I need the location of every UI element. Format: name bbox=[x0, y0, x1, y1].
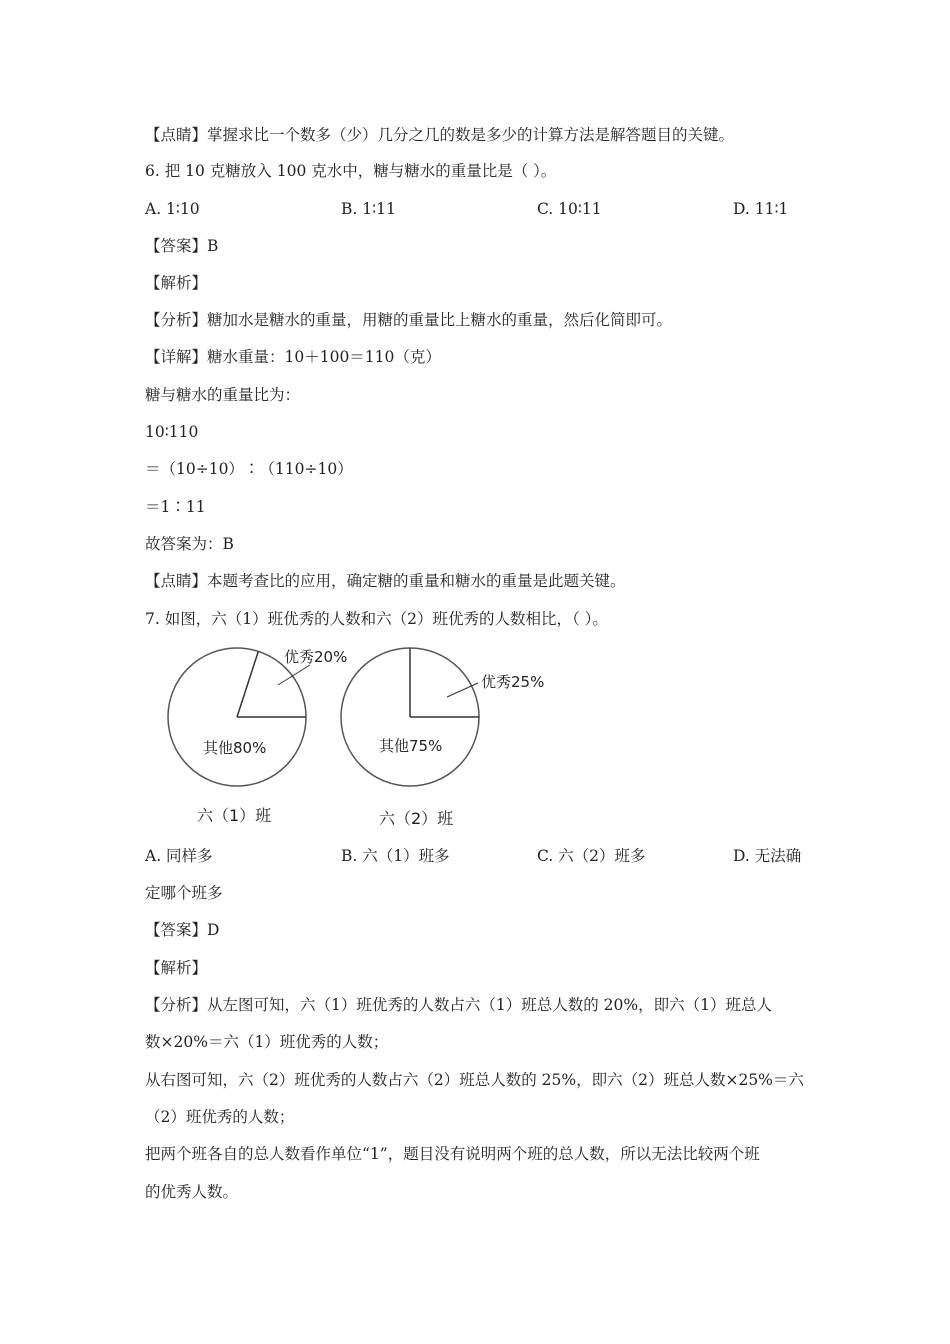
question-6-options bbox=[145, 198, 810, 220]
question-7-options bbox=[145, 845, 810, 867]
q6-fenxi: 【分析】糖加水是糖水的重量，用糖的重量比上糖水的重量，然后化简即可。 bbox=[145, 311, 673, 329]
q7-option-d: D. 无法确 bbox=[733, 847, 802, 865]
pie-charts-figure bbox=[160, 640, 545, 840]
pie-chart-class-2 bbox=[341, 648, 544, 828]
q7-analysis-heading: 【解析】 bbox=[145, 959, 208, 977]
tip-line: 【点睛】掌握求比一个数多（少）几分之几的数是多少的计算方法是解答题目的关键。 bbox=[145, 126, 735, 144]
q7-answer: 【答案】D bbox=[145, 921, 220, 939]
q7-fenxi-line-4: （2）班优秀的人数； bbox=[145, 1108, 295, 1126]
pie-chart-class-1 bbox=[168, 648, 347, 825]
q7-fenxi-line-2: 数×20%＝六（1）班优秀的人数； bbox=[145, 1033, 389, 1051]
q6-step-1: 糖与糖水的重量比为： bbox=[145, 386, 301, 404]
q7-fenxi-line-3: 从右图可知，六（2）班优秀的人数占六（2）班总人数的 25%，即六（2）班总人数×25%＝六 bbox=[145, 1071, 804, 1089]
q6-option-a: A. 1∶10 bbox=[145, 200, 200, 218]
q7-fenxi-line-6: 的优秀人数。 bbox=[145, 1183, 239, 1201]
pie-1-label-excellent: 优秀20% bbox=[284, 648, 348, 666]
q6-option-c: C. 10∶11 bbox=[537, 200, 602, 218]
q6-analysis-heading: 【解析】 bbox=[145, 274, 208, 292]
q6-dianjing: 【点睛】本题考查比的应用，确定糖的重量和糖水的重量是此题关键。 bbox=[145, 572, 626, 590]
q6-option-b: B. 1∶11 bbox=[341, 200, 396, 218]
pie-1-title: 六（1）班 bbox=[197, 806, 272, 825]
q7-option-d-continued: 定哪个班多 bbox=[145, 884, 223, 902]
q7-option-c: C. 六（2）班多 bbox=[537, 847, 646, 865]
pie-1-label-other: 其他80% bbox=[203, 739, 267, 757]
pie-2-title: 六（2）班 bbox=[379, 809, 454, 828]
q6-step-2: 10∶110 bbox=[145, 423, 199, 441]
q7-fenxi-line-5: 把两个班各自的总人数看作单位“1”，题目没有说明两个班的总人数，所以无法比较两个班 bbox=[145, 1145, 760, 1163]
pie-2-label-excellent: 优秀25% bbox=[481, 673, 545, 691]
q6-step-3: ＝（10÷10）∶（110÷10） bbox=[145, 460, 353, 478]
q7-fenxi-line-1: 【分析】从左图可知，六（1）班优秀的人数占六（1）班总人数的 20%，即六（1）班总人 bbox=[145, 996, 772, 1014]
pie-2-label-other: 其他75% bbox=[379, 737, 443, 755]
q6-conclusion: 故答案为：B bbox=[145, 535, 234, 553]
pie-charts-svg bbox=[160, 640, 545, 840]
q7-option-a: A. 同样多 bbox=[145, 847, 213, 865]
q6-option-d: D. 11∶1 bbox=[733, 200, 789, 218]
q6-xiangjie: 【详解】糖水重量：10＋100＝110（克） bbox=[145, 348, 441, 366]
question-7: 7. 如图，六（1）班优秀的人数和六（2）班优秀的人数相比，（ ）。 bbox=[145, 610, 608, 628]
q6-step-4: ＝1∶11 bbox=[145, 498, 206, 516]
question-6: 6. 把 10 克糖放入 100 克水中，糖与糖水的重量比是（ ）。 bbox=[145, 162, 557, 180]
q6-answer: 【答案】B bbox=[145, 237, 219, 255]
q7-option-b: B. 六（1）班多 bbox=[341, 847, 450, 865]
